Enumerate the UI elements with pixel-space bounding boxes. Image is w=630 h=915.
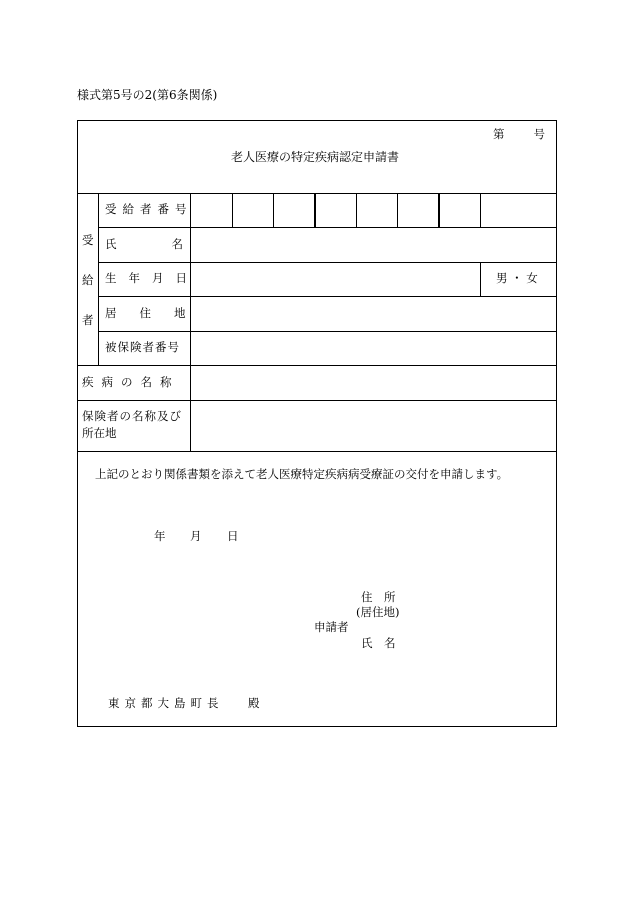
application-number-label: 第 号 (493, 127, 547, 141)
sex-column-divider (480, 262, 481, 296)
form-title: 老人医療の特定疾病認定申請書 (230, 150, 399, 164)
number-box-divider-6 (438, 193, 440, 227)
recipient-group-label-1: 受 (82, 233, 94, 247)
applicant-label: 申請者 (314, 620, 349, 634)
row-divider-6 (77, 400, 557, 401)
form-label: 様式第5号の2(第6条関係) (77, 88, 218, 102)
recipient-group-divider (98, 193, 99, 365)
name-label-text: 氏名 (105, 237, 238, 251)
applicant-name-label: 氏 名 (361, 636, 396, 650)
row-divider-5 (77, 365, 557, 366)
residence-label: 居住地 (105, 306, 209, 320)
date-month-label: 月 (190, 529, 202, 543)
applicant-residence-note: (居住地) (356, 605, 400, 619)
number-box-divider-4 (356, 193, 357, 227)
insurer-name-label-line1: 保険者の名称及び (82, 409, 182, 423)
number-box-divider-2 (273, 193, 274, 227)
insurer-name-label-line2: 所在地 (82, 426, 117, 440)
number-box-divider-3 (314, 193, 316, 227)
birth-date-label: 生年月日 (105, 271, 199, 285)
row-divider-4 (98, 331, 557, 332)
disease-name-label: 疾病の名称 (82, 375, 180, 389)
addressee-honorific: 殿 (248, 696, 260, 710)
row-divider-1 (98, 227, 557, 228)
header-divider (77, 193, 557, 194)
row-divider-2 (98, 262, 557, 263)
number-box-divider-5 (397, 193, 398, 227)
number-box-divider-7 (480, 193, 481, 227)
row-divider-3 (98, 296, 557, 297)
date-year-label: 年 (154, 529, 166, 543)
applicant-address-label: 住 所 (361, 590, 396, 604)
name-label (105, 237, 238, 251)
table-bottom-divider (77, 451, 557, 452)
label-column-divider (190, 193, 191, 451)
recipient-group-label-2: 給 (82, 273, 94, 287)
date-day-label: 日 (227, 529, 239, 543)
declaration-text: 上記のとおり関係書類を添えて老人医療特定疾病病受療証の交付を申請します。 (95, 467, 509, 481)
recipient-group-label-3: 者 (82, 313, 94, 327)
number-box-divider-1 (232, 193, 233, 227)
recipient-number-label: 受給者番号 (105, 202, 193, 216)
addressee: 東京都大島町長 (108, 696, 224, 710)
insured-number-label: 被保険者番号 (105, 340, 180, 354)
sex-options: 男 ・ 女 (496, 271, 538, 285)
